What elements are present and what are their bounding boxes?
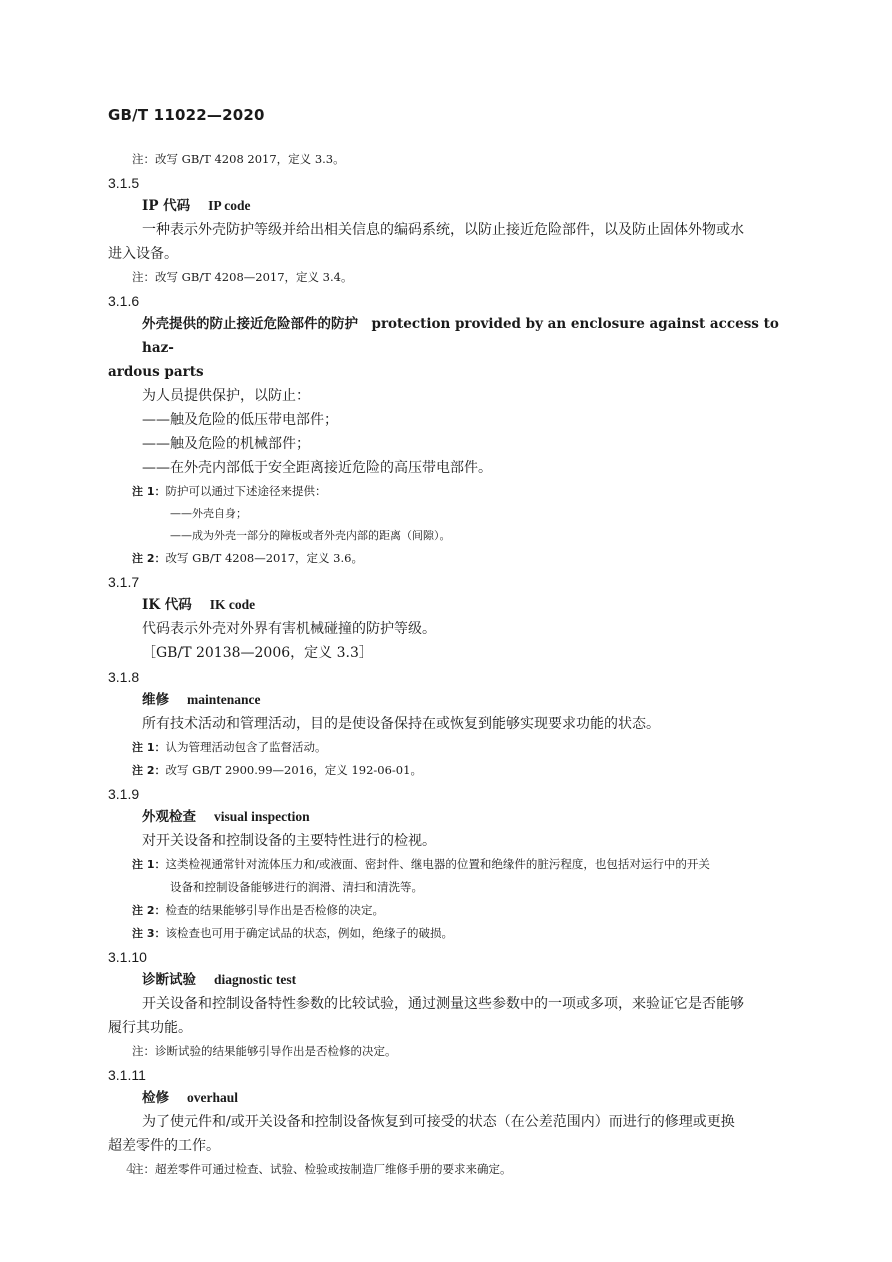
note-1 xyxy=(108,480,802,503)
term-title: 外壳提供的防止接近危险部件的防护 protection provided by an enclosure against access to haz- xyxy=(142,316,779,356)
term-cn: IK 代码 xyxy=(142,597,192,613)
note: 注：诊断试验的结果能够引导作出是否检修的决定。 xyxy=(132,1044,397,1058)
note-text: 该检查也可用于确定试品的状态，例如，绝缘子的破损。 xyxy=(165,926,453,940)
definition-text: 代码表示外壳对外界有害机械碰撞的防护等级。 xyxy=(142,621,436,637)
definition-text: 开关设备和控制设备特性参数的比较试验，通过测量这些参数中的一项或多项，来验证它是否能够 xyxy=(142,996,744,1012)
note-2 xyxy=(108,899,802,922)
definition-text-cont: 履行其功能。 xyxy=(108,1020,192,1036)
note-label: 注 2： xyxy=(132,552,166,565)
definition-text: 为人员提供保护，以防止： xyxy=(142,388,310,404)
note-2 xyxy=(108,547,802,570)
content-body xyxy=(108,148,802,1181)
term-cn: 检修 xyxy=(142,1090,169,1106)
note-label: 注 1： xyxy=(132,485,166,498)
term-title xyxy=(108,593,802,617)
clause-number: 3.1.5 xyxy=(108,175,140,191)
note-text: 这类检视通常针对流体压力和/或液面、密封件、继电器的位置和绝缘件的脏污程度，也包括对运行中的开关 xyxy=(165,857,710,871)
term-title xyxy=(108,805,802,829)
term-title xyxy=(108,1086,802,1110)
clause-number: 3.1.9 xyxy=(108,786,140,802)
note-label: 注 1： xyxy=(132,858,166,871)
note-2 xyxy=(108,759,802,782)
term-en: visual inspection xyxy=(214,809,310,824)
note-1 xyxy=(108,736,802,759)
page-number: 4 xyxy=(126,1162,135,1177)
definition-text: 为了使元件和/或开关设备和控制设备恢复到可接受的状态（在公差范围内）而进行的修理或更换 xyxy=(142,1114,735,1130)
note-text-cont: 设备和控制设备能够进行的润滑、清扫和清洗等。 xyxy=(170,880,423,894)
definition-dash-item: ——触及危险的机械部件； xyxy=(142,436,310,452)
note-label: 注 2： xyxy=(132,904,166,917)
note-text: 认为管理活动包含了监督活动。 xyxy=(165,740,327,754)
clause-number: 3.1.11 xyxy=(108,1067,146,1083)
note-text: 改写 GB/T 2900.99—2016，定义 192-06-01。 xyxy=(165,763,422,777)
note-dash-item: ——外壳自身； xyxy=(170,507,247,520)
term-title xyxy=(108,968,802,992)
note-label: 注 3： xyxy=(132,927,166,940)
note-dash-item: ——成为外壳一部分的障板或者外壳内部的距离（间隙）。 xyxy=(170,529,451,542)
note: 注：超差零件可通过检查、试验、检验或按制造厂维修手册的要求来确定。 xyxy=(132,1162,512,1176)
standard-header: GB/T 11022—2020 xyxy=(108,106,265,124)
note-label: 注 2： xyxy=(132,764,166,777)
note-1 xyxy=(108,853,802,876)
definition-text: 一种表示外壳防护等级并给出相关信息的编码系统，以防止接近危险部件，以及防止固体外物或水 xyxy=(142,222,744,238)
term-cn: 诊断试验 xyxy=(142,972,196,988)
term-cn: 维修 xyxy=(142,692,169,708)
clause-number: 3.1.6 xyxy=(108,293,140,309)
definition-text-cont: 超差零件的工作。 xyxy=(108,1138,220,1154)
term-cn: 外观检查 xyxy=(142,809,196,825)
clause-number: 3.1.8 xyxy=(108,669,140,685)
term-title xyxy=(108,688,802,712)
definition-text: 对开关设备和控制设备的主要特性进行的检视。 xyxy=(142,833,436,849)
definition-dash-item: ——触及危险的低压带电部件； xyxy=(142,412,338,428)
term-en: maintenance xyxy=(187,692,261,707)
definition-dash-item: ——在外壳内部低于安全距离接近危险的高压带电部件。 xyxy=(142,460,492,476)
clause-number: 3.1.7 xyxy=(108,574,140,590)
note-text: 检查的结果能够引导作出是否检修的决定。 xyxy=(165,903,384,917)
term-title xyxy=(108,194,802,218)
definition-text-cont: 进入设备。 xyxy=(108,246,178,262)
note-label: 注 1： xyxy=(132,741,166,754)
clause-number: 3.1.10 xyxy=(108,949,147,965)
note: 注：改写 GB/T 4208—2017，定义 3.4。 xyxy=(132,270,353,284)
term-en: IP code xyxy=(208,198,251,213)
definition-text: 所有技术活动和管理活动，目的是使设备保持在或恢复到能够实现要求功能的状态。 xyxy=(142,716,660,732)
note-previous: 注：改写 GB/T 4208 2017，定义 3.3。 xyxy=(132,152,345,166)
note-3 xyxy=(108,922,802,945)
term-title-cont: ardous parts xyxy=(108,364,204,380)
source-reference: ［GB/T 20138—2006，定义 3.3］ xyxy=(142,645,373,661)
note-text: 防护可以通过下述途径来提供： xyxy=(165,484,327,498)
note-text: 改写 GB/T 4208—2017，定义 3.6。 xyxy=(165,551,363,565)
term-en: IK code xyxy=(209,597,256,612)
term-cn: IP 代码 xyxy=(142,198,191,214)
term-en: diagnostic test xyxy=(214,972,297,987)
term-en: overhaul xyxy=(187,1090,239,1105)
